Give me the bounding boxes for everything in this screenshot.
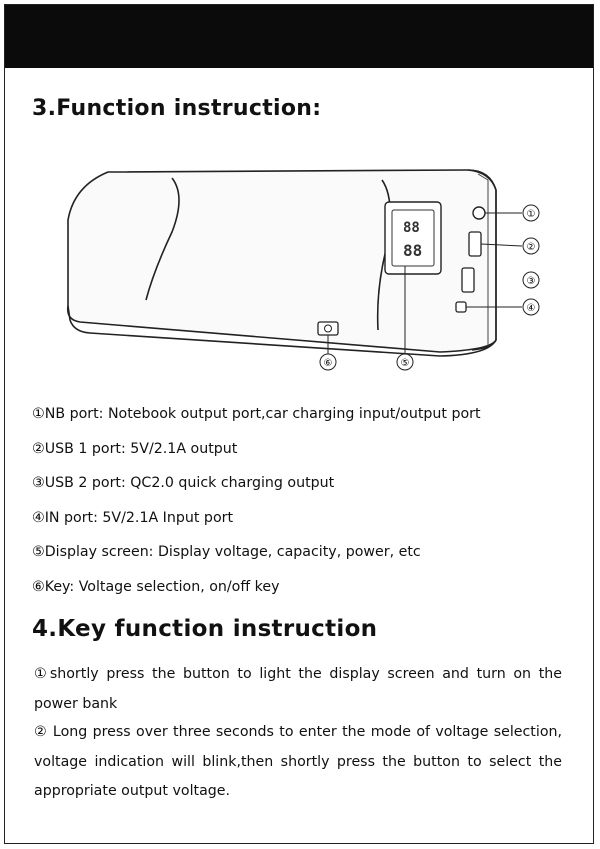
key-function-item-1: ①shortly press the button to light the display screen and turn on the power bank [34,666,562,712]
function-instruction-heading: 3.Function instruction: [32,96,322,121]
callout-3: ③ [526,276,536,287]
header-band [5,5,593,68]
nb-port-icon [473,207,485,219]
callout-5: ⑤ [400,358,410,369]
port-list [32,402,572,609]
port-item-usb1: ②USB 1 port: 5V/2.1A output [32,440,238,457]
port-item-display: ⑤Display screen: Display voltage, capacity, power, etc [32,544,421,560]
callout-2: ② [526,242,536,253]
callout-1: ① [526,209,536,220]
port-item-nb: ①NB port: Notebook output port,car charging input/output port [32,406,481,422]
in-port-icon [456,302,466,312]
key-function-item-2: ② Long press over three seconds to enter the mode of voltage selection, voltage indication will blink,then shortly press the button to select the appropriate output voltage. [34,724,562,799]
port-item-key: ⑥Key: Voltage selection, on/off key [32,578,280,595]
port-item-in: ④IN port: 5V/2.1A Input port [32,509,234,526]
usb2-port-icon [462,268,474,292]
key-function-heading: 4.Key function instruction [32,616,378,642]
callout-4: ④ [526,303,536,314]
callout-6: ⑥ [323,358,333,369]
display-digits-bottom: 88 [403,241,423,260]
port-item-usb2: ③USB 2 port: QC2.0 quick charging output [32,475,335,491]
power-bank-diagram [60,160,560,385]
power-key-icon [318,322,338,335]
usb1-port-icon [469,232,481,256]
display-digits-top: 88 [403,220,420,236]
